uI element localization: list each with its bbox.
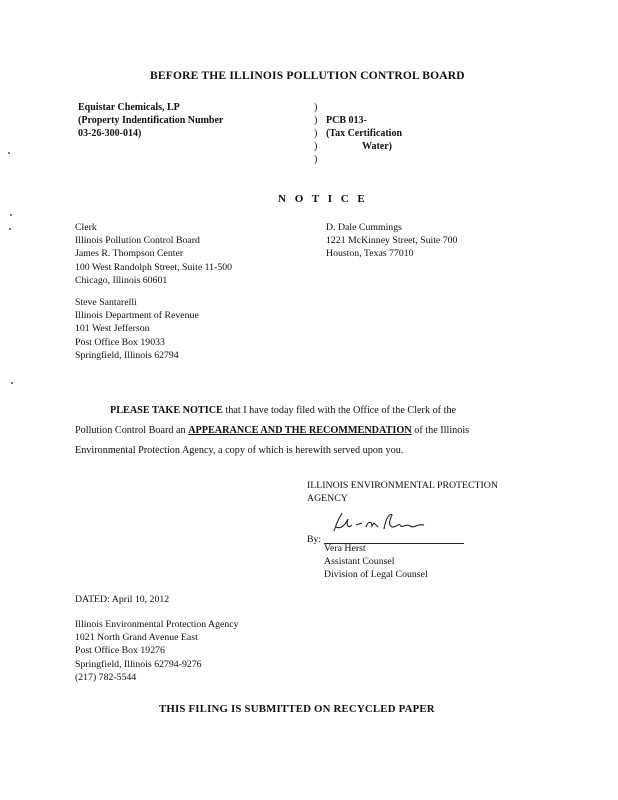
address-line: Illinois Pollution Control Board: [75, 235, 200, 247]
address-line: 100 West Randolph Street, Suite 11-500: [75, 261, 233, 273]
scan-mark: [9, 228, 11, 230]
address-line: 1021 North Grand Avenue East: [75, 632, 198, 644]
address-line: Illinois Environmental Protection Agency: [75, 619, 239, 630]
recycled-paper-footer: THIS FILING IS SUBMITTED ON RECYCLED PAPER: [159, 703, 435, 715]
by-label: By:: [307, 534, 322, 545]
address-line: Chicago, Illinois 60601: [75, 274, 168, 286]
recipient-cummings: [326, 221, 457, 261]
address-line: Clerk: [75, 222, 97, 233]
paragraph-text: of the Illinois: [411, 425, 470, 436]
signer-division: Division of Legal Counsel: [324, 569, 428, 581]
address-line: Post Office Box 19276: [75, 645, 165, 657]
address-line: 1221 McKinney Street, Suite 700: [326, 235, 458, 247]
caption-parens: [314, 101, 317, 166]
paragraph-text: that I have today filed with the Office of the Clerk of the: [222, 405, 457, 416]
agency-line: AGENCY: [307, 493, 348, 505]
appearance-recommendation: APPEARANCE AND THE RECOMMENDATION: [188, 425, 412, 436]
address-line: Springfield, Illinois 62794-9276: [75, 658, 202, 670]
paren: ): [314, 128, 318, 139]
address-line: Springfield, Illinois 62794: [75, 349, 179, 361]
paragraph-line-3: Environmental Protection Agency, a copy of which is herewith served upon you.: [75, 445, 404, 456]
caption-party: [78, 101, 223, 140]
signer-title: Assistant Counsel: [324, 556, 395, 568]
address-line: Houston, Texas 77010: [326, 248, 414, 260]
signer-name: Vera Herst: [324, 543, 366, 554]
agency-name: [307, 479, 498, 505]
recipient-clerk: [75, 221, 232, 287]
dated-line: DATED: April 10, 2012: [75, 594, 170, 605]
paren: ): [314, 102, 318, 113]
address-line: Steve Santarelli: [75, 297, 137, 308]
caption-party-line: Equistar Chemicals, LP: [78, 102, 180, 113]
board-heading: BEFORE THE ILLINOIS POLLUTION CONTROL BOARD: [150, 70, 465, 82]
address-line: Illinois Department of Revenue: [75, 310, 199, 322]
handwritten-signature: [326, 509, 436, 539]
address-line: D. Dale Cummings: [326, 222, 402, 233]
please-take-notice: PLEASE TAKE NOTICE: [110, 405, 223, 416]
paren: ): [314, 154, 318, 165]
address-line: James R. Thompson Center: [75, 248, 184, 260]
recipient-santarelli: [75, 296, 199, 362]
signer-info: [324, 542, 428, 582]
notice-paragraph: [75, 401, 469, 461]
paragraph-text: Pollution Control Board an: [75, 425, 189, 436]
scan-mark: [10, 214, 12, 216]
caption-party-line: 03-26-300-014): [78, 128, 142, 139]
paren: ): [314, 141, 318, 152]
address-line: 101 West Jefferson: [75, 323, 150, 335]
agency-address: [75, 618, 239, 684]
paragraph-line-1: [75, 401, 469, 421]
paren: ): [314, 115, 318, 126]
caption-party-line: (Property Indentification Number: [78, 115, 224, 126]
notice-title: N O T I C E: [278, 193, 368, 205]
case-subtype: Water): [362, 141, 392, 152]
case-type: (Tax Certification: [326, 128, 403, 139]
scan-mark: [11, 382, 13, 384]
address-line: (217) 782-5544: [75, 671, 137, 683]
case-number: PCB 013-: [326, 115, 367, 126]
address-line: Post Office Box 19033: [75, 336, 165, 348]
agency-line: ILLINOIS ENVIRONMENTAL PROTECTION: [307, 480, 498, 491]
scan-mark: [8, 152, 10, 154]
paragraph-line-2: [75, 421, 469, 441]
